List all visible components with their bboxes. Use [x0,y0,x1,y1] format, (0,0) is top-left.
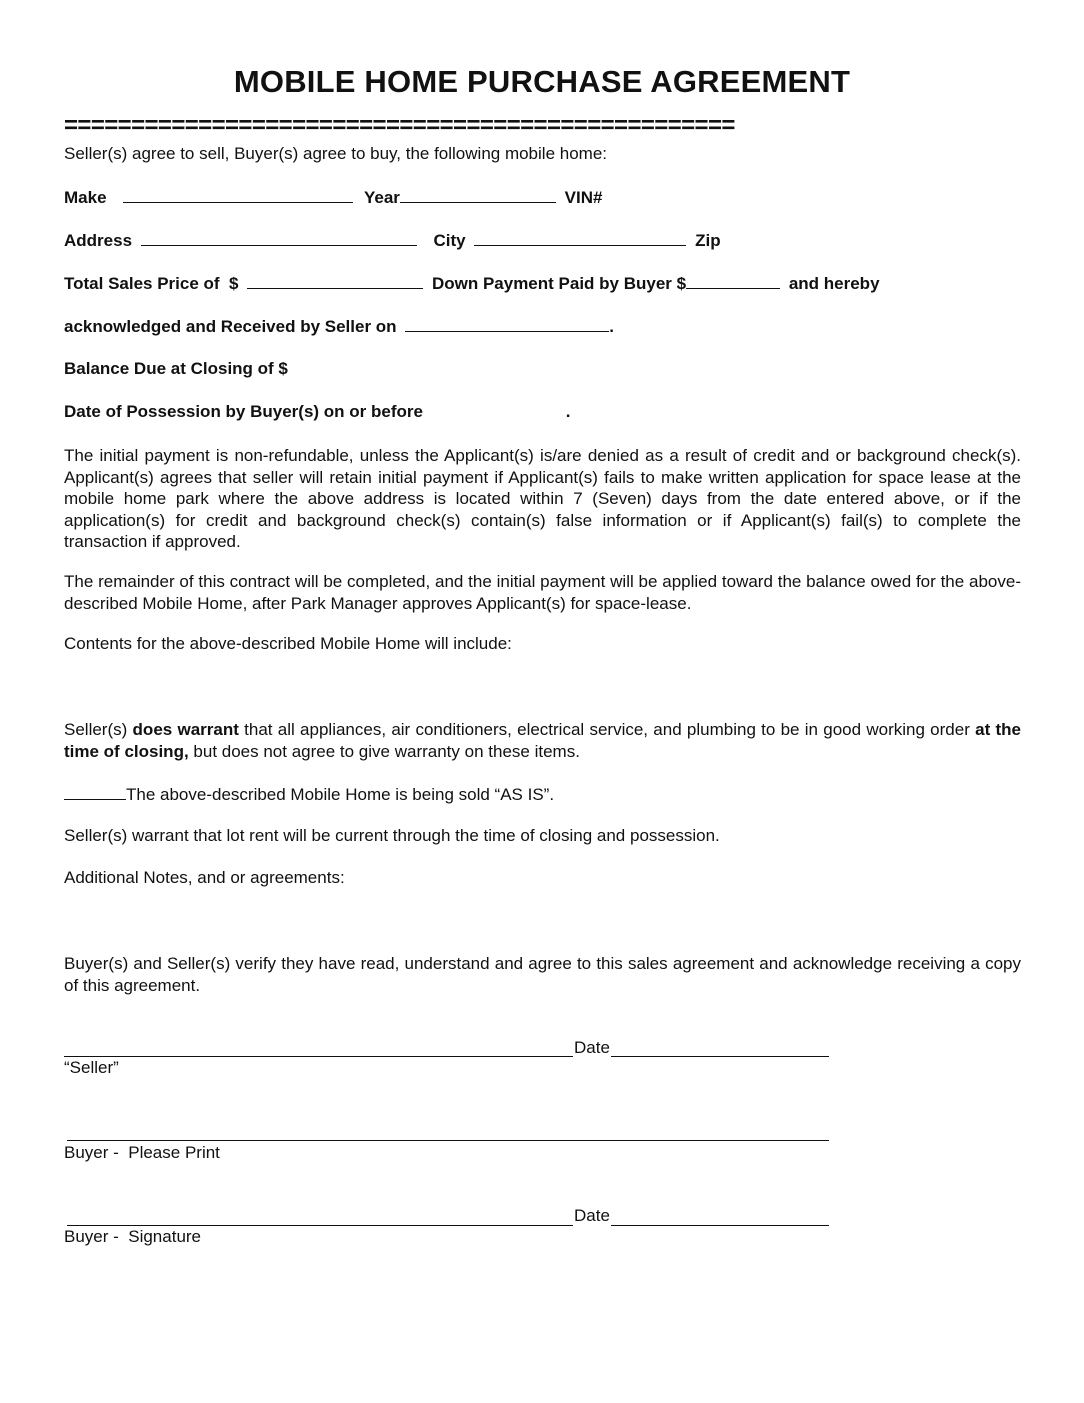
warrant-post: but does not agree to give warranty on these items. [188,741,580,761]
acknowledged-row [64,315,614,338]
down-payment-label: Down Payment Paid by Buyer $ [431,274,687,293]
document-title: MOBILE HOME PURCHASE AGREEMENT [233,64,851,99]
price-row [64,272,880,295]
buyer-date-label: Date [574,1206,610,1225]
make-year-vin-row [64,186,602,209]
as-is-initial-blank[interactable] [64,783,126,800]
seller-signature-line[interactable] [64,1056,573,1057]
total-sales-price-blank[interactable] [247,272,423,289]
buyer-signature-label: Buyer - Signature [64,1227,202,1246]
city-label: City [433,231,466,250]
hereby-label: and hereby [788,274,880,293]
warrant-bold-2: at the time of closing, [64,720,1022,761]
as-is-row [64,783,554,806]
warrant-mid: that all appliances, air conditioners, electrical service, and plumbing to be in good working order [238,720,976,739]
year-label: Year [364,188,400,207]
seller-date-label: Date [574,1038,610,1057]
city-blank[interactable] [474,229,686,246]
seller-label: “Seller” [64,1058,119,1077]
remainder-paragraph: The remainder of this contract will be completed, and the initial payment will be applied toward the balance owed for the above-described Mobile Home, after Park Manager approves Applicant(s) for space-lease. [64,572,1021,613]
lot-rent-text: Seller(s) warrant that lot rent will be current through the time of closing and possession. [64,826,720,845]
acknowledged-label: acknowledged and Received by Seller on [64,317,397,336]
as-is-text: The above-described Mobile Home is being sold “AS IS”. [126,785,555,804]
make-blank[interactable] [123,186,353,203]
possession-row [64,401,570,423]
possession-label: Date of Possession by Buyer(s) on or before [64,402,423,421]
contents-text: Contents for the above-described Mobile Home will include: [64,634,512,653]
down-payment-blank[interactable] [686,272,780,289]
total-sales-price-label: Total Sales Price of $ [64,274,239,293]
period: . [609,317,615,336]
year-blank[interactable] [400,186,556,203]
received-date-blank[interactable] [405,315,609,332]
warrant-bold-1: does warrant [132,720,239,739]
intro-text: Seller(s) agree to sell, Buyer(s) agree to buy, the following mobile home: [64,144,607,163]
buyer-print-line[interactable] [67,1140,829,1141]
address-label: Address [64,231,133,250]
seller-date-line[interactable] [611,1056,829,1057]
balance-due-label: Balance Due at Closing of $ [64,359,288,378]
initial-payment-paragraph: The initial payment is non-refundable, unless the Applicant(s) is/are denied as a result of credit and or background check(s). Applicant(s) agrees that seller will retain initial payment if Applicant(s) fails to make written application for space lease at the mobile home park where the above address is located within 7 (Seven) days from the date entered above, or if the application(s) for credit and background check(s) contain(s) false information or if Applicant(s) fail(s) to complete the transaction if approved. [64,446,1021,551]
warrant-pre: Seller(s) [64,720,133,739]
title-divider: ================================================== [64,113,735,139]
address-city-zip-row [64,229,721,252]
verify-paragraph: Buyer(s) and Seller(s) verify they have read, understand and agree to this sales agreement and acknowledge receiving a copy of this agreement. [64,954,1021,995]
buyer-signature-line[interactable] [67,1225,573,1226]
additional-notes-label: Additional Notes, and or agreements: [64,868,345,887]
address-blank[interactable] [141,229,417,246]
period: . [565,402,571,421]
buyer-print-label: Buyer - Please Print [64,1143,220,1162]
vin-label: VIN# [564,188,603,207]
warranty-paragraph [64,719,1021,762]
zip-label: Zip [695,231,721,250]
buyer-date-line[interactable] [611,1225,829,1226]
make-label: Make [64,188,107,207]
